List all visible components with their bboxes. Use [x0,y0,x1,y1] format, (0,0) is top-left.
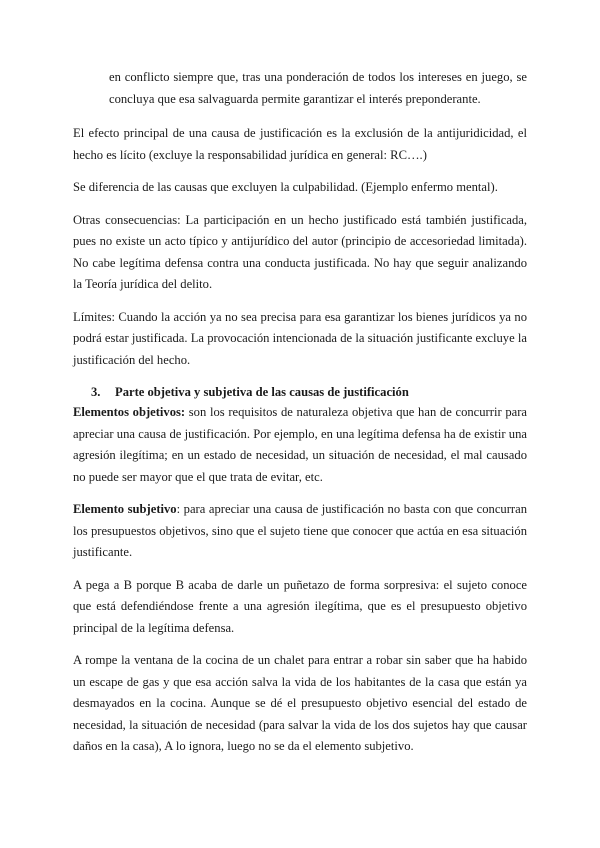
paragraph-objective-elements [73,402,527,488]
section-number: 3. [91,385,101,399]
paragraph-limits: Límites: Cuando la acción ya no sea precisa para esa garantizar los bienes jurídicos ya no podrá estar justificada. La provocación intencionada de la situación justificante excluye la justificación del hecho. [73,309,527,367]
paragraph-example-necessity: A rompe la ventana de la cocina de un chalet para entrar a robar sin saber que ha habido un escape de gas y que esa acción salva la vida de los habitantes de la casa que están ya desmayados en la cocina. Aunque se dé el presupuesto objetivo esencial del estado de necesidad, la situación de necesidad (para salvar la vida de los dos sujetos hay que causar daños en la casa), A lo ignora, luego no se da el elemento subjetivo. [73,653,527,753]
indented-continuation-paragraph: en conflicto siempre que, tras una ponderación de todos los intereses en juego, se concluya que esa salvaguarda permite garantizar el interés preponderante. [109,70,527,106]
section-heading [91,382,527,402]
paragraph-subjective-element [73,499,527,564]
paragraph-other-consequences: Otras consecuencias: La participación en un hecho justificado está también justificada, pues no existe un acto típico y antijurídico del autor (principio de accesoriedad limitada). No cabe legítima defensa contra una conducta justificada. No hay que seguir analizando la Teoría jurídica del delito. [73,212,527,291]
objective-elements-term: Elementos objetivos: [73,405,186,419]
paragraph-main-effect: El efecto principal de una causa de justificación es la exclusión de la antijuridicidad, el hecho es lícito (excluye la responsabilidad jurídica en general: RC….) [73,126,527,162]
subjective-element-term: Elemento subjetivo [73,502,177,516]
paragraph-difference-culpability: Se diferencia de las causas que excluyen la culpabilidad. (Ejemplo enfermo mental). [73,180,498,194]
document-page [73,67,527,769]
section-title: Parte objetiva y subjetiva de las causas de justificación [115,385,409,399]
subjective-element-text: : para apreciar una causa de justificación no basta con que concurran los presupuestos objetivos, sino que el sujeto tiene que conocer que actúa en esa situación justificante. [73,502,527,559]
objective-elements-text: son los requisitos de naturaleza objetiva que han de concurrir para apreciar una causa de justificación. Por ejemplo, en una legítima defensa ha de existir una agresión ilegítima; en un estado de necesidad, un situación de necesidad, el mal causado no puede ser mayor que el que trata de evitar, etc. [73,405,527,484]
paragraph-example-self-defense: A pega a B porque B acaba de darle un puñetazo de forma sorpresiva: el sujeto conoce que está defendiéndose frente a una agresión ilegítima, que es el presupuesto objetivo principal de la legítima defensa. [73,577,527,635]
